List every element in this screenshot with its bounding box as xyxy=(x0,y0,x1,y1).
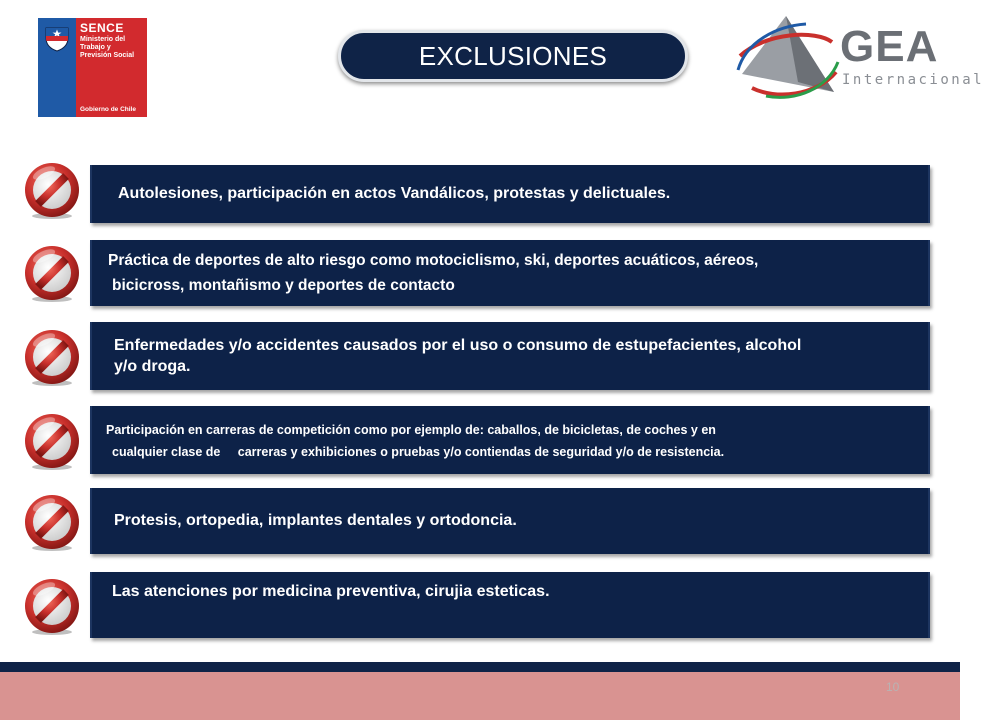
exclusion-banner xyxy=(90,322,930,390)
exclusion-text-line-1: Enfermedades y/o accidentes causados por el uso o consumo de estupefacientes, alcohol xyxy=(114,337,802,354)
exclusion-banner xyxy=(90,240,930,306)
sence-logo xyxy=(38,18,147,117)
chile-coat-of-arms-icon xyxy=(38,18,76,117)
sence-wordmark xyxy=(76,18,147,117)
exclusion-text-line-2: bicicross, montañismo y deportes de contacto xyxy=(112,277,455,294)
exclusion-banner xyxy=(90,488,930,554)
gea-logo xyxy=(736,12,984,100)
gea-subtitle: Internacional xyxy=(842,72,984,88)
gea-name: GEA xyxy=(840,22,939,71)
exclusion-banner xyxy=(90,406,930,474)
sence-government: Gobierno de Chile xyxy=(80,106,136,113)
exclusion-banner xyxy=(90,165,930,223)
footer-divider xyxy=(0,662,960,672)
page-number: 10 xyxy=(886,680,900,694)
exclusion-text-line-1: Participación en carreras de competición como por ejemplo de: caballos, de bicicletas, de coches y en xyxy=(106,423,716,437)
prohibited-icon xyxy=(22,412,82,472)
title-banner xyxy=(338,30,688,82)
exclusion-text: Protesis, ortopedia, implantes dentales y ortodoncia. xyxy=(114,512,517,529)
exclusion-banner xyxy=(90,572,930,638)
exclusion-text: Las atenciones por medicina preventiva, cirujia esteticas. xyxy=(112,583,550,600)
exclusion-text-line-1: Práctica de deportes de alto riesgo como motociclismo, ski, deportes acuáticos, aéreos, xyxy=(108,252,759,269)
exclusion-text: Autolesiones, participación en actos Vandálicos, protestas y delictuales. xyxy=(118,185,671,202)
footer xyxy=(0,672,960,720)
exclusion-text-line-2: y/o droga. xyxy=(114,358,191,375)
prohibited-icon xyxy=(22,577,82,637)
exclusion-text-line-2: cualquier clase de carreras y exhibiciones o pruebas y/o contiendas de seguridad y/o de resistencia. xyxy=(112,445,725,459)
prohibited-icon xyxy=(22,161,82,221)
sence-name: SENCE xyxy=(80,21,124,35)
prohibited-icon xyxy=(22,328,82,388)
prohibited-icon xyxy=(22,244,82,304)
prohibited-icon xyxy=(22,493,82,553)
sence-ministry: Ministerio del Trabajo y Previsión Social xyxy=(80,36,135,59)
page-title: EXCLUSIONES xyxy=(418,40,608,71)
gea-pyramid-icon xyxy=(736,12,840,100)
